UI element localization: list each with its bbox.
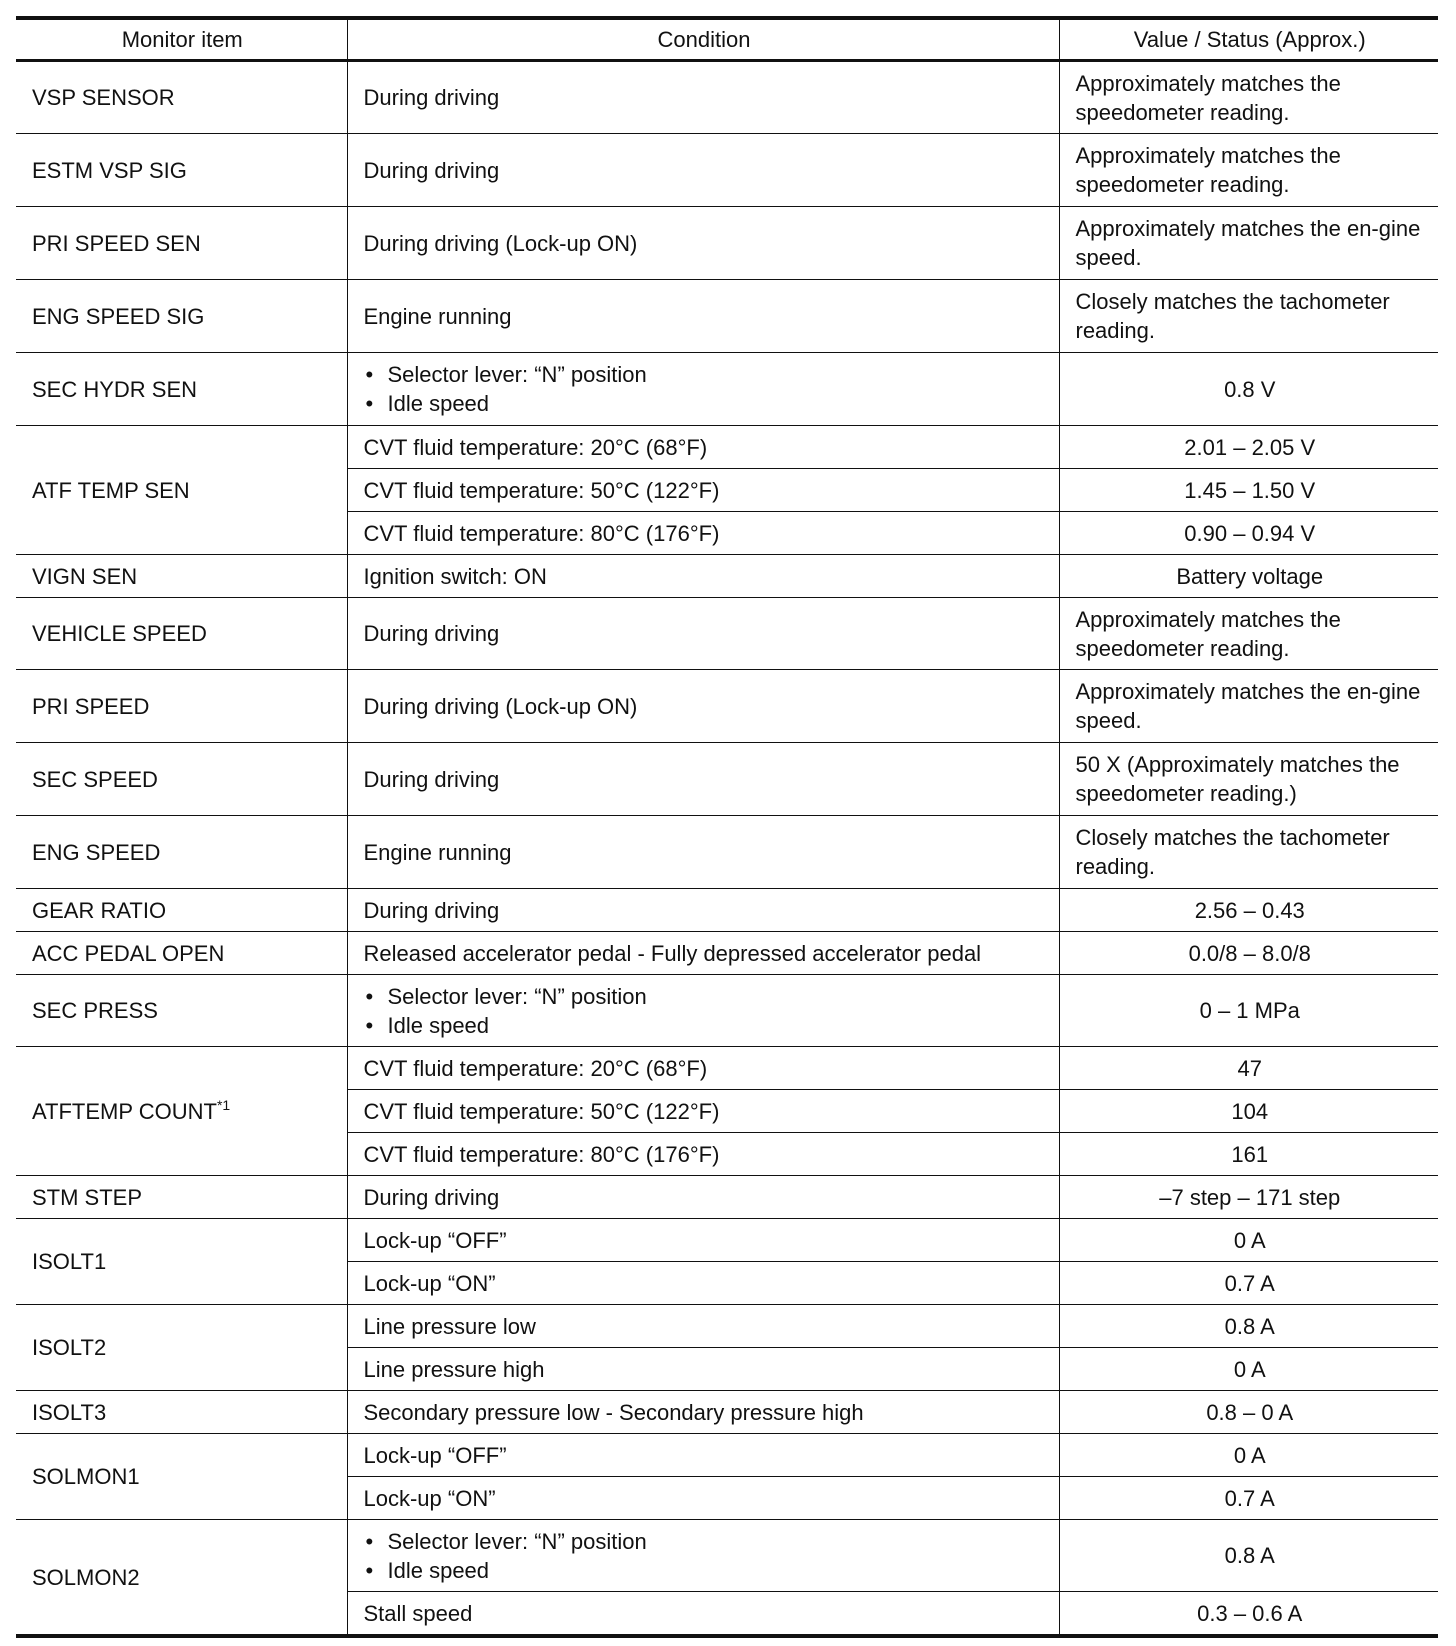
table-row — [16, 1391, 1438, 1434]
condition-cell: During driving — [347, 598, 1059, 670]
monitor-item-label: PRI SPEED — [32, 693, 150, 719]
table-row — [16, 353, 1438, 426]
condition-cell: Engine running — [347, 816, 1059, 889]
condition-cell: Lock-up “OFF” — [347, 1434, 1059, 1477]
condition-cell: CVT fluid temperature: 80°C (176°F) — [347, 512, 1059, 555]
condition-cell: Secondary pressure low - Secondary pressure high — [347, 1391, 1059, 1434]
monitor-item-cell — [16, 280, 347, 353]
condition-cell: During driving — [347, 743, 1059, 816]
monitor-item-cell — [16, 816, 347, 889]
monitor-item-label: STM STEP — [32, 1184, 143, 1210]
table-body — [16, 61, 1438, 1637]
value-status-cell: 2.01 – 2.05 V — [1059, 426, 1438, 469]
monitor-item-cell — [16, 134, 347, 207]
value-status-cell: 104 — [1059, 1090, 1438, 1133]
monitor-item-label: VSP SENSOR — [32, 85, 175, 110]
condition-bullet-list — [364, 982, 1045, 1040]
value-status-cell: 0 A — [1059, 1219, 1438, 1262]
table-row — [16, 280, 1438, 353]
monitor-item-label: ISOLT2 — [32, 1335, 107, 1360]
monitor-item-cell — [16, 555, 347, 598]
header-row — [16, 18, 1438, 61]
monitor-item-label: SOLMON1 — [32, 1464, 140, 1489]
header-condition: Condition — [347, 18, 1059, 61]
condition-cell: During driving — [347, 889, 1059, 932]
value-status-cell: 0.8 A — [1059, 1305, 1438, 1348]
value-status-cell: 0 A — [1059, 1434, 1438, 1477]
condition-bullet-item: • Idle speed — [364, 389, 1045, 418]
condition-bullet-item: • Selector lever: “N” position — [364, 982, 1045, 1011]
monitor-item-cell — [16, 975, 347, 1047]
monitor-item-label: ATFTEMP COUNT — [32, 1098, 217, 1124]
condition-cell: During driving — [347, 1176, 1059, 1219]
value-status-cell: 0.7 A — [1059, 1262, 1438, 1305]
condition-cell — [347, 975, 1059, 1047]
header-value-status: Value / Status (Approx.) — [1059, 18, 1438, 61]
monitor-item-cell — [16, 598, 347, 670]
monitor-item-cell — [16, 1520, 347, 1637]
monitor-item-label: ACC PEDAL OPEN — [32, 940, 225, 966]
table-row — [16, 932, 1438, 975]
monitor-item-cell — [16, 743, 347, 816]
condition-cell: CVT fluid temperature: 20°C (68°F) — [347, 1047, 1059, 1090]
monitor-item-label: ATF TEMP SEN — [32, 477, 190, 503]
monitor-item-cell — [16, 932, 347, 975]
condition-cell: Lock-up “ON” — [347, 1477, 1059, 1520]
value-status-cell: 0.0/8 – 8.0/8 — [1059, 932, 1438, 975]
table-row — [16, 1305, 1438, 1348]
table-row — [16, 975, 1438, 1047]
value-status-cell: 50 X (Approximately matches the speedometer reading.) — [1059, 743, 1438, 816]
value-status-cell: 0 – 1 MPa — [1059, 975, 1438, 1047]
condition-bullet-item: • Idle speed — [364, 1556, 1045, 1585]
condition-cell: CVT fluid temperature: 80°C (176°F) — [347, 1133, 1059, 1176]
condition-cell: CVT fluid temperature: 50°C (122°F) — [347, 469, 1059, 512]
condition-bullet-list — [364, 360, 1045, 418]
monitor-item-cell — [16, 353, 347, 426]
monitor-item-cell — [16, 207, 347, 280]
value-status-cell: 0.8 V — [1059, 353, 1438, 426]
table-row — [16, 743, 1438, 816]
value-status-cell: 0.8 A — [1059, 1520, 1438, 1592]
monitor-item-label: VEHICLE SPEED — [32, 621, 207, 646]
condition-bullet-list — [364, 1527, 1045, 1585]
monitor-item-cell — [16, 1219, 347, 1305]
condition-cell: Ignition switch: ON — [347, 555, 1059, 598]
condition-bullet-item: • Idle speed — [364, 1011, 1045, 1040]
monitor-item-label: PRI SPEED SEN — [32, 230, 201, 256]
monitor-item-cell — [16, 1305, 347, 1391]
value-status-cell: 161 — [1059, 1133, 1438, 1176]
monitor-spec-page — [16, 16, 1438, 1638]
table-row — [16, 61, 1438, 134]
monitor-item-label: ESTM VSP SIG — [32, 157, 187, 183]
condition-cell: Line pressure high — [347, 1348, 1059, 1391]
condition-cell: CVT fluid temperature: 20°C (68°F) — [347, 426, 1059, 469]
value-status-cell: Battery voltage — [1059, 555, 1438, 598]
condition-cell — [347, 1520, 1059, 1592]
condition-cell: Released accelerator pedal - Fully depressed accelerator pedal — [347, 932, 1059, 975]
value-status-cell: Approximately matches the speedometer reading. — [1059, 61, 1438, 134]
table-row — [16, 1219, 1438, 1262]
monitor-item-label: ISOLT1 — [32, 1249, 107, 1274]
monitor-item-label: VIGN SEN — [32, 563, 138, 589]
condition-bullet-item: • Selector lever: “N” position — [364, 1527, 1045, 1556]
condition-cell: During driving (Lock-up ON) — [347, 207, 1059, 280]
monitor-item-label: SEC PRESS — [32, 998, 158, 1023]
condition-cell: During driving (Lock-up ON) — [347, 670, 1059, 743]
table-row — [16, 1520, 1438, 1592]
table-row — [16, 134, 1438, 207]
monitor-item-cell — [16, 1047, 347, 1176]
table-row — [16, 889, 1438, 932]
value-status-cell: 0.8 – 0 A — [1059, 1391, 1438, 1434]
value-status-cell: 1.45 – 1.50 V — [1059, 469, 1438, 512]
footnote-marker: *1 — [216, 1096, 231, 1113]
monitor-item-cell — [16, 889, 347, 932]
value-status-cell: Approximately matches the speedometer reading. — [1059, 134, 1438, 207]
table-row — [16, 1047, 1438, 1090]
table-row — [16, 816, 1438, 889]
value-status-cell: 0.3 – 0.6 A — [1059, 1592, 1438, 1637]
value-status-cell: 0 A — [1059, 1348, 1438, 1391]
value-status-cell: 0.90 – 0.94 V — [1059, 512, 1438, 555]
monitor-item-label: ISOLT3 — [32, 1399, 107, 1425]
monitor-item-label: ENG SPEED — [32, 839, 161, 865]
value-status-cell: Closely matches the tachometer reading. — [1059, 280, 1438, 353]
header-monitor-item: Monitor item — [16, 18, 347, 61]
value-status-cell: 2.56 – 0.43 — [1059, 889, 1438, 932]
monitor-item-cell — [16, 1434, 347, 1520]
condition-bullet-item: • Selector lever: “N” position — [364, 360, 1045, 389]
value-status-cell: Approximately matches the en-gine speed. — [1059, 207, 1438, 280]
monitor-item-label: SEC SPEED — [32, 766, 158, 792]
condition-cell: Stall speed — [347, 1592, 1059, 1637]
table-row — [16, 555, 1438, 598]
condition-cell: During driving — [347, 134, 1059, 207]
value-status-cell: Approximately matches the speedometer reading. — [1059, 598, 1438, 670]
value-status-cell: 47 — [1059, 1047, 1438, 1090]
condition-cell: Lock-up “ON” — [347, 1262, 1059, 1305]
table-row — [16, 598, 1438, 670]
table-row — [16, 670, 1438, 743]
table-header — [16, 18, 1438, 61]
value-status-cell: –7 step – 171 step — [1059, 1176, 1438, 1219]
monitor-item-label: ENG SPEED SIG — [32, 303, 205, 329]
table-row — [16, 1176, 1438, 1219]
condition-cell: Lock-up “OFF” — [347, 1219, 1059, 1262]
monitor-item-label: SEC HYDR SEN — [32, 376, 198, 402]
monitor-item-cell — [16, 61, 347, 134]
monitor-item-table — [16, 16, 1438, 1638]
value-status-cell: Closely matches the tachometer reading. — [1059, 816, 1438, 889]
condition-cell: During driving — [347, 61, 1059, 134]
monitor-item-cell — [16, 1391, 347, 1434]
monitor-item-label: GEAR RATIO — [32, 897, 167, 923]
table-row — [16, 426, 1438, 469]
monitor-item-cell — [16, 426, 347, 555]
table-row — [16, 207, 1438, 280]
table-row — [16, 1434, 1438, 1477]
monitor-item-cell — [16, 670, 347, 743]
condition-cell: Engine running — [347, 280, 1059, 353]
condition-cell: CVT fluid temperature: 50°C (122°F) — [347, 1090, 1059, 1133]
monitor-item-cell — [16, 1176, 347, 1219]
monitor-item-label: SOLMON2 — [32, 1564, 140, 1590]
value-status-cell: 0.7 A — [1059, 1477, 1438, 1520]
value-status-cell: Approximately matches the en-gine speed. — [1059, 670, 1438, 743]
condition-cell — [347, 353, 1059, 426]
condition-cell: Line pressure low — [347, 1305, 1059, 1348]
